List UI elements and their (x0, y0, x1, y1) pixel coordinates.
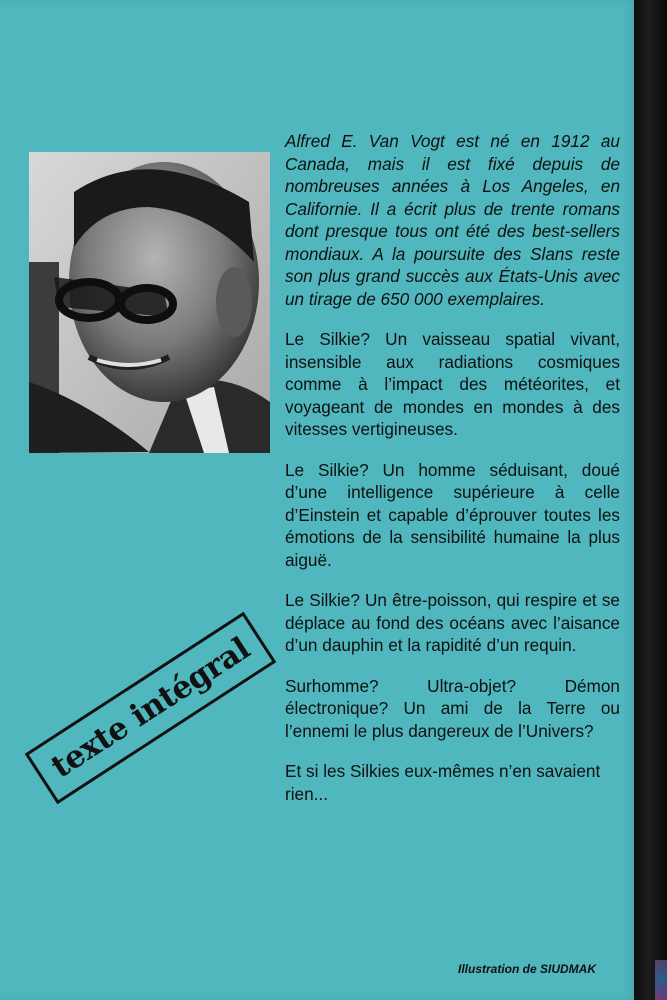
back-cover-text (285, 130, 620, 823)
illustration-credit: Illustration de SIUDMAK (457, 962, 596, 976)
synopsis-paragraph-5: Et si les Silkies eux-mêmes n’en savaient rien... (285, 761, 601, 804)
author-photo (29, 152, 270, 453)
spine-reflection (655, 960, 667, 1000)
author-bio: Alfred E. Van Vogt est né en 1912 au Canada, mais il est fixé depuis de nombreuses années à Los Angeles, en Californie. Il a écrit plus de trente romans dont presque tous ont été des best-sellers mondiaux. A la poursuite des Slans reste son plus grand succès aux États-Unis avec un tirage de 650 000 exemplaires. (285, 131, 620, 309)
author-portrait-image (29, 152, 270, 453)
synopsis-paragraph-2: Le Silkie? Un homme séduisant, doué d’une intelligence supérieure à celle d’Einstein et capable d’éprouver toutes les émotions de la sensibilité humaine la plus aiguë. (285, 459, 620, 570)
book-spine (634, 0, 667, 1000)
synopsis-paragraph-3: Le Silkie? Un être-poisson, qui respire et se déplace au fond des océans avec l’aisance d’un dauphin et la rapidité d’un requin. (285, 590, 620, 655)
synopsis-paragraph-4: Surhomme? Ultra-objet? Démon électronique? Un ami de la Terre ou l’ennemi le plus dangereux de l’Univers? (285, 675, 620, 741)
texte-integral-stamp: texte intégral (25, 612, 277, 804)
synopsis-paragraph-1: Le Silkie? Un vaisseau spatial vivant, insensible aux radiations cosmiques comme à l’impact des météorites, et voyageant de mondes en mondes à des vitesses vertigineuses. (285, 329, 620, 439)
